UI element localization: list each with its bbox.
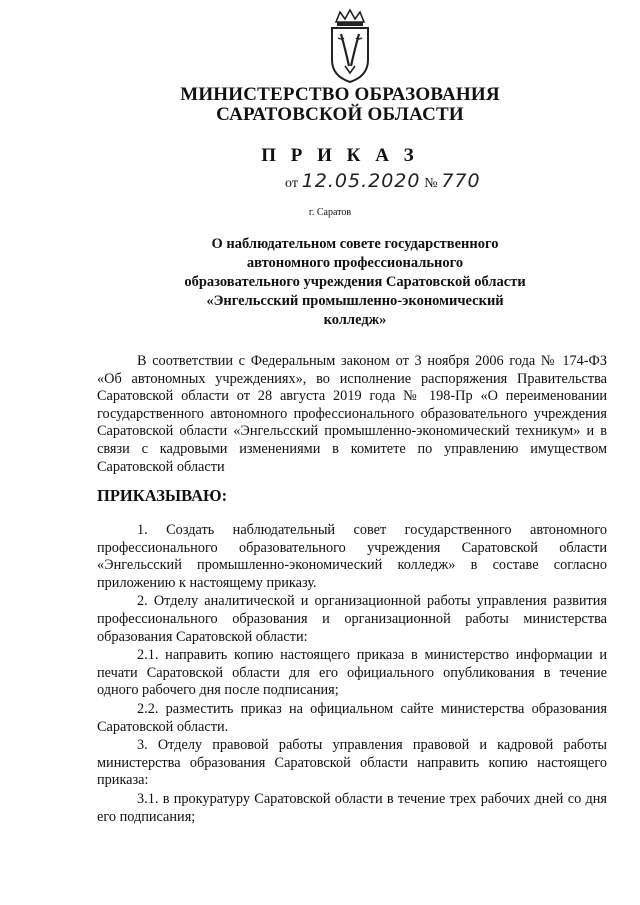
order-item: 3. Отделу правовой работы управления правовой и кадровой работы министерства образования Саратовской области направить копию настоящего приказа: — [97, 737, 607, 789]
order-item: 2.2. разместить приказ на официальном сайте министерства образования Саратовской области. — [97, 700, 607, 735]
subject-line: О наблюдательном совете государственного — [211, 236, 499, 252]
ministry-name-line1: МИНИСТЕРСТВО ОБРАЗОВАНИЯ — [180, 84, 500, 105]
order-directive-heading: ПРИКАЗЫВАЮ: — [97, 486, 228, 505]
date-prefix: от — [285, 176, 298, 191]
subject-line: автономного профессионального — [246, 255, 464, 271]
ministry-name-line2: САРАТОВСКОЙ ОБЛАСТИ — [216, 104, 464, 125]
order-item: 2. Отделу аналитической и организационной работы управления развития профессионального образования и организационной работы министерства образования Саратовской области: — [97, 593, 607, 645]
subject-line: образовательного учреждения Саратовской области — [184, 274, 526, 290]
order-items — [97, 522, 607, 827]
number-label: № — [424, 176, 438, 191]
document-title: П Р И К А З — [261, 145, 419, 166]
preamble-paragraph: В соответствии с Федеральным законом от 3 ноября 2006 года № 174-ФЗ «Об автономных учреждениях», во исполнение распоряжения Правительства Саратовской области от 28 августа 2019 года № 198-Пр «О переименовании государственного автономного профессионального образовательного учреждения Саратовской области «Энгельсский промышленно-экономический техникум» и в связи с кадровыми изменениями в комитете по управлению имуществом Саратовской области — [97, 353, 607, 475]
handwritten-number: 770 — [441, 170, 481, 192]
city-name: г. Саратов — [308, 207, 352, 218]
coat-of-arms-icon — [327, 8, 373, 84]
order-date-number — [285, 170, 481, 192]
handwritten-date: 12.05.2020 — [301, 170, 421, 192]
order-item: 3.1. в прокуратуру Саратовской области в течение трех рабочих дней со дня его подписания; — [97, 790, 607, 825]
subject-line: «Энгельсский промышленно-экономический — [206, 293, 504, 309]
order-item: 1. Создать наблюдательный совет государственного автономного профессионального образовательного учреждения Саратовской области «Энгельсский промышленно-экономический колледж» в составе согласно приложению к настоящему приказу. — [97, 522, 607, 591]
order-subject — [160, 235, 550, 330]
subject-line: колледж» — [323, 312, 387, 328]
order-item: 2.1. направить копию настоящего приказа в министерство информации и печати Саратовской области для его официального опубликования в течение одного рабочего дня после подписания; — [97, 647, 607, 699]
